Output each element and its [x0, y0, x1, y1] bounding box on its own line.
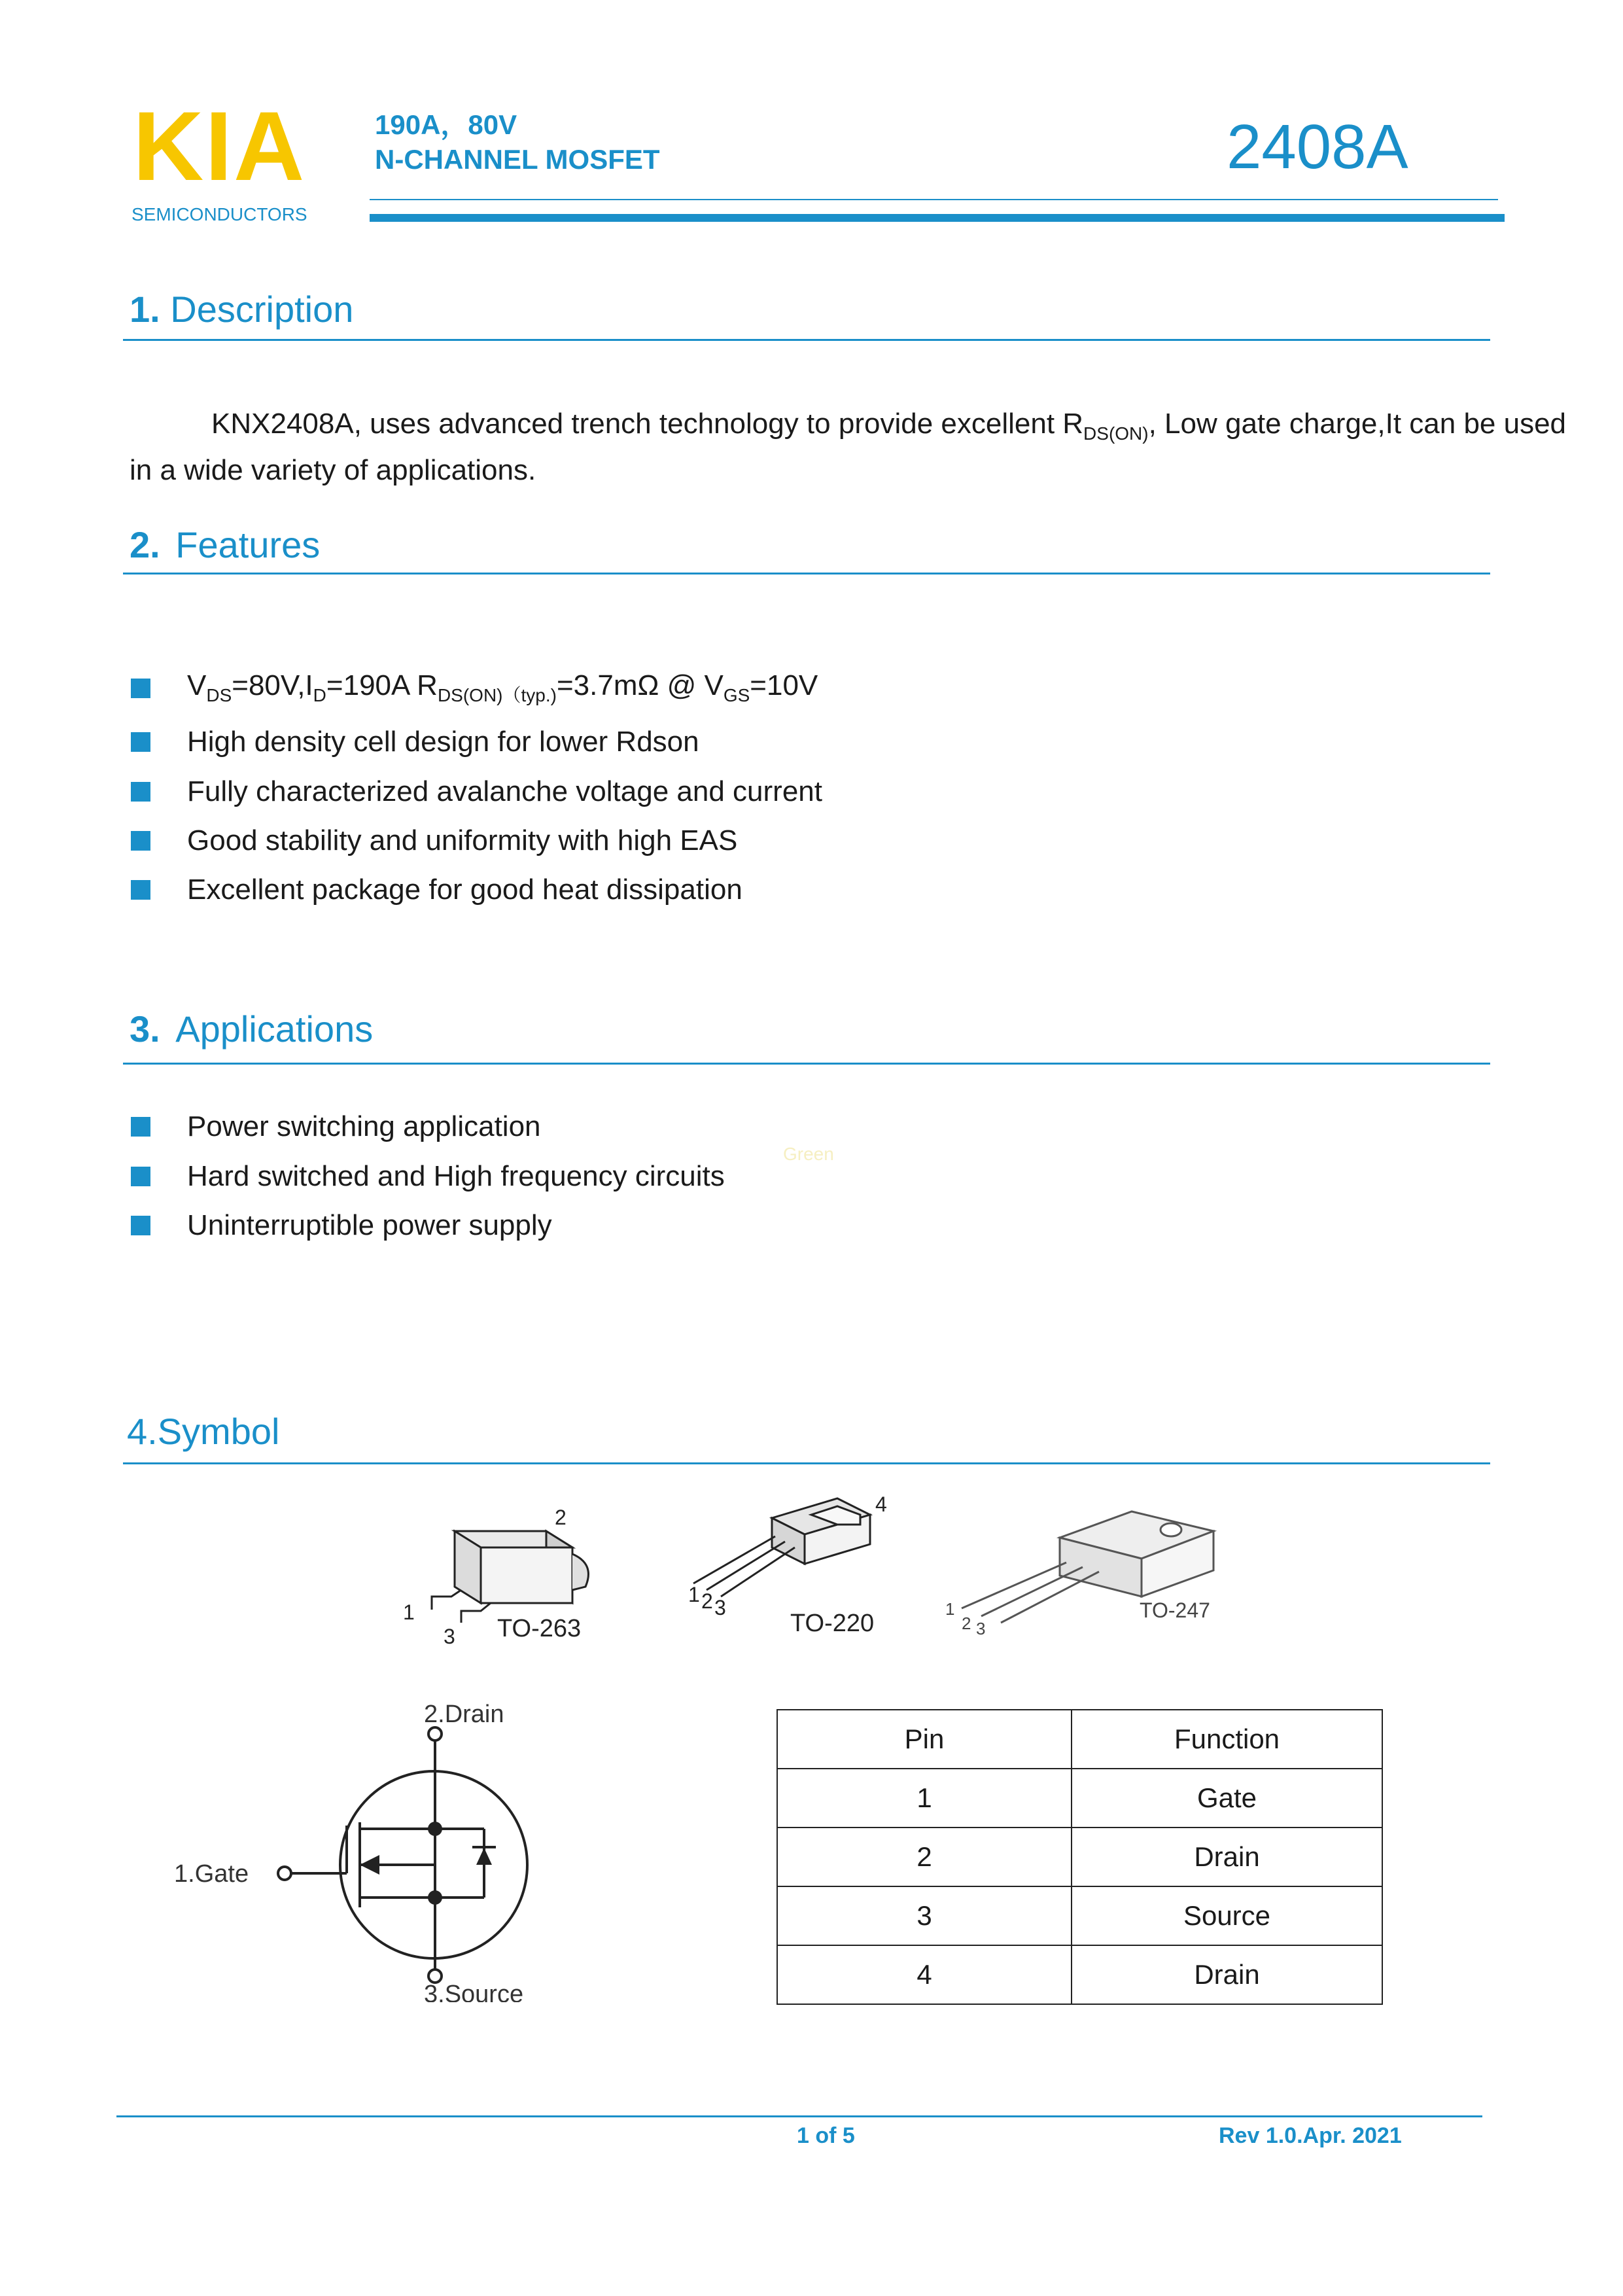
pin-label: 1: [403, 1600, 415, 1624]
pin-label: 4: [875, 1492, 887, 1516]
section-title-symbol: 4.Symbol: [127, 1411, 280, 1452]
feature-item: [131, 821, 737, 860]
pin-label: 3: [444, 1625, 455, 1648]
table-row: [777, 1769, 1382, 1828]
feature-item: [131, 772, 822, 811]
table-cell: Drain: [1072, 1945, 1382, 2004]
description-text-1: KNX2408A, uses advanced trench technology to provide excellent R: [211, 408, 1084, 440]
application-item: [131, 1157, 725, 1196]
page-number: 1 of 5: [797, 2123, 855, 2148]
section-rule: [123, 1063, 1490, 1065]
header-rule-thick: [370, 214, 1505, 222]
feature-text: Fully characterized avalanche voltage and current: [187, 775, 822, 807]
section-title-description: [130, 288, 353, 330]
header-rule-thin: [370, 199, 1498, 200]
table-cell: Drain: [1072, 1828, 1382, 1886]
section-title-text: Description: [170, 289, 354, 330]
description-paragraph: [130, 406, 1588, 489]
section-rule: [123, 1462, 1490, 1464]
section-title-text: Applications: [175, 1008, 374, 1050]
section-number: 2.: [130, 524, 160, 565]
section-title-applications: [130, 1008, 373, 1050]
source-label: 3.Source: [424, 1981, 524, 2002]
table-row: [777, 1886, 1382, 1945]
feature-item: [131, 870, 742, 910]
kia-logo: KIA: [133, 91, 306, 201]
pin-label: 3: [714, 1596, 726, 1616]
pin-function-table: [777, 1709, 1383, 2005]
application-text: Hard switched and High frequency circuits: [187, 1160, 725, 1192]
header-rating: 190A，80V: [375, 109, 517, 140]
feature-text: Good stability and uniformity with high EAS: [187, 824, 738, 857]
pin-label: 1: [945, 1599, 955, 1619]
package-label-to247: TO-247: [1140, 1598, 1210, 1622]
feature-spec-text: $V_{DS}=80V,I_D=190A$ $R_{DS(ON)(typ.)}=3.7m\Omega$ @ $V_{GS}=10V$: [187, 669, 818, 705]
feature-item: [131, 722, 699, 762]
package-label-to220: TO-220: [790, 1610, 875, 1637]
pin-label: 2: [555, 1506, 567, 1529]
bullet-square-icon: [131, 1117, 150, 1137]
drain-label: 2.Drain: [424, 1701, 504, 1728]
table-cell: 2: [777, 1828, 1072, 1886]
bullet-square-icon: [131, 782, 150, 802]
section-rule: [123, 573, 1490, 574]
pin-label: 3: [976, 1619, 986, 1638]
logo-subtitle: SEMICONDUCTORS: [131, 204, 307, 224]
application-item: [131, 1206, 552, 1245]
section-title-features: [130, 523, 320, 566]
application-item: [131, 1107, 541, 1146]
table-row: [777, 1945, 1382, 2004]
footer-rule: [116, 2115, 1482, 2117]
part-number: 2408A: [1227, 112, 1408, 182]
bullet-square-icon: [131, 1167, 150, 1186]
pin-label: 2: [962, 1614, 971, 1633]
table-cell: Gate: [1072, 1769, 1382, 1828]
bullet-square-icon: [131, 831, 150, 851]
package-to220-drawing: [680, 1485, 903, 1616]
description-text-2: , Low gate charge,It can be used in a wide variety of applications.: [130, 408, 1567, 486]
table-row: [777, 1828, 1382, 1886]
table-header-cell: Function: [1072, 1710, 1382, 1769]
bullet-square-icon: [131, 1216, 150, 1235]
description-subscript: DS(ON): [1083, 423, 1149, 444]
bullet-square-icon: [131, 732, 150, 752]
header-device-type: N-CHANNEL MOSFET: [375, 144, 660, 175]
section-title-text: Features: [175, 524, 321, 565]
pin-label: 2: [701, 1589, 713, 1613]
table-cell: 3: [777, 1886, 1072, 1945]
bullet-square-icon: [131, 880, 150, 900]
revision-date: Rev 1.0.Apr. 2021: [1219, 2123, 1402, 2148]
feature-item: [131, 669, 818, 708]
application-text: Uninterruptible power supply: [187, 1209, 552, 1241]
bullet-square-icon: [131, 679, 150, 698]
feature-text: Excellent package for good heat dissipation: [187, 874, 742, 906]
package-label-to263: TO-263: [497, 1615, 582, 1642]
pin-label: 1: [688, 1583, 700, 1606]
mosfet-schematic-symbol: [164, 1688, 556, 2002]
section-number: 1.: [130, 289, 160, 330]
table-cell: Source: [1072, 1886, 1382, 1945]
section-number: 3.: [130, 1008, 160, 1050]
gate-label: 1.Gate: [174, 1860, 249, 1888]
application-text: Power switching application: [187, 1110, 541, 1142]
section-rule: [123, 339, 1490, 341]
table-header-cell: Pin: [777, 1710, 1072, 1769]
table-header-row: [777, 1710, 1382, 1769]
watermark-text: Green: [783, 1144, 834, 1164]
feature-text: High density cell design for lower Rdson: [187, 726, 699, 758]
table-cell: 4: [777, 1945, 1072, 2004]
table-cell: 1: [777, 1769, 1072, 1828]
